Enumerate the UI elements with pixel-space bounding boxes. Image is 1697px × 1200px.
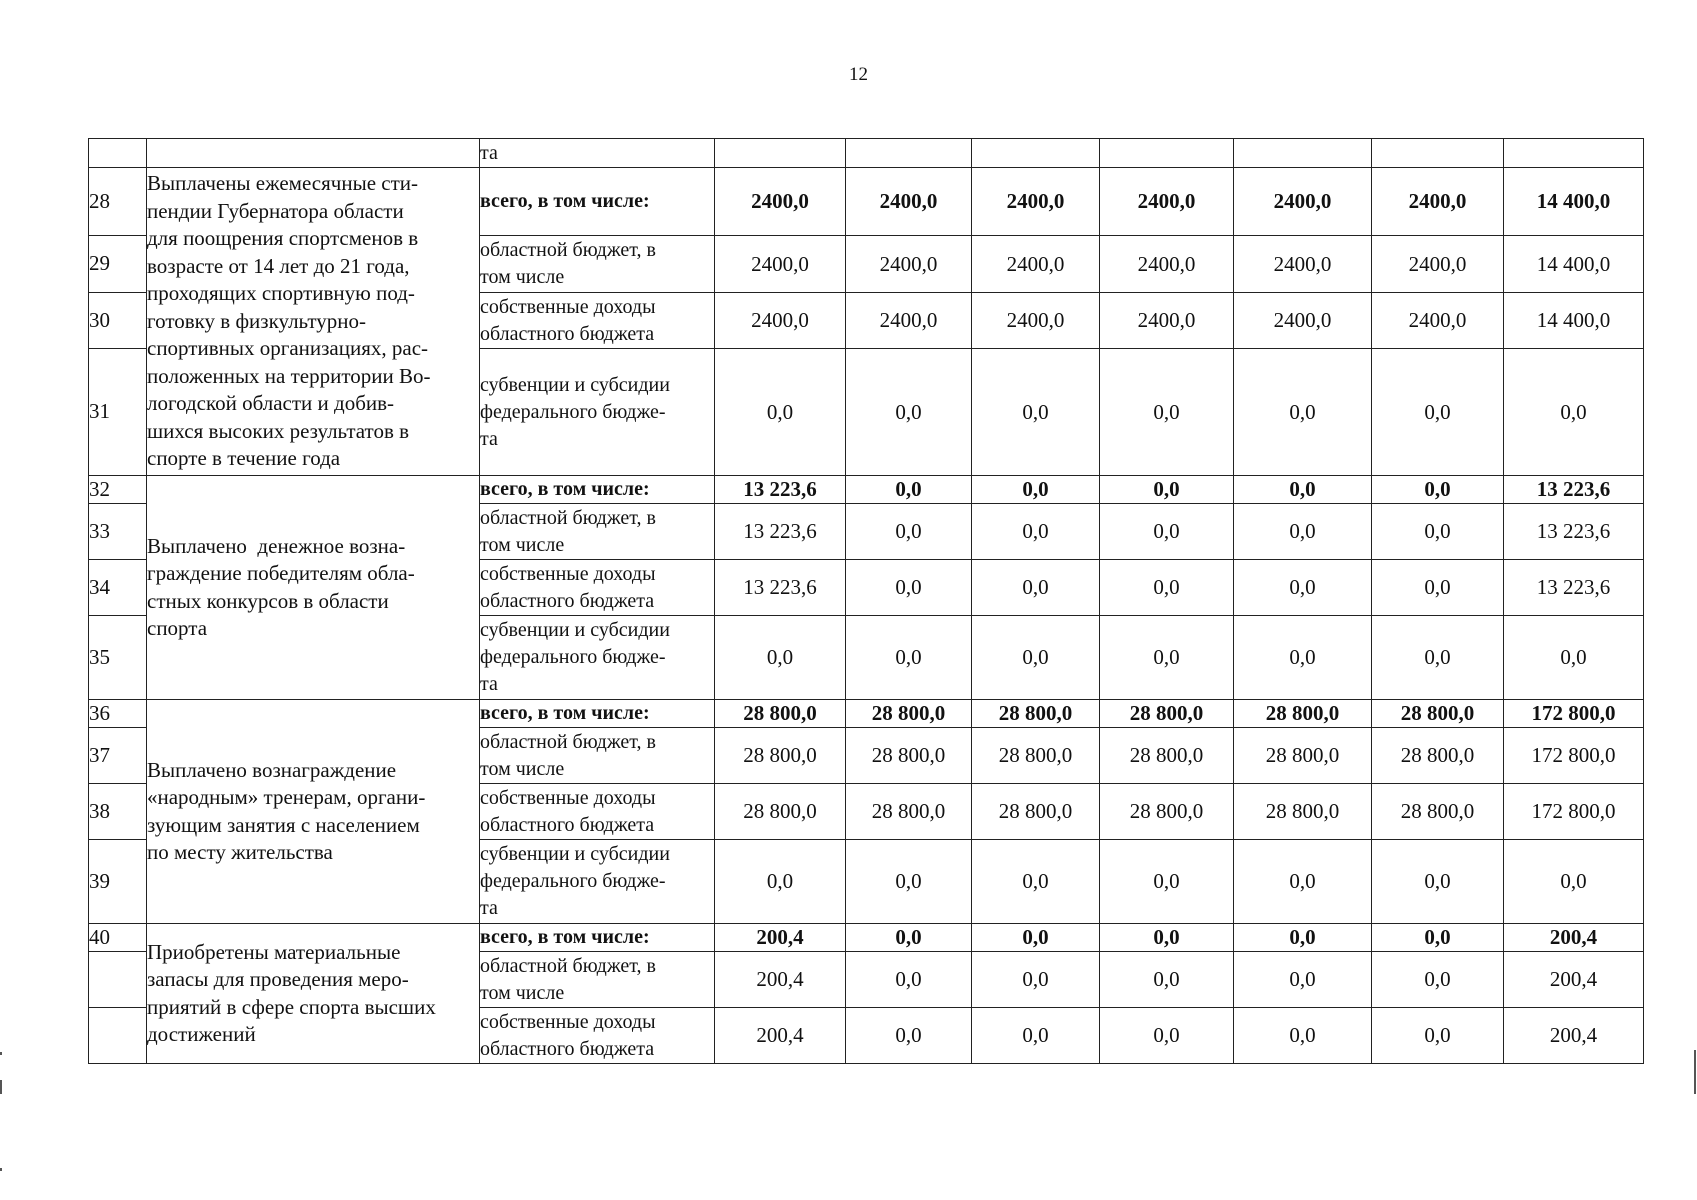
row-number: 37 <box>89 728 147 784</box>
row-number: 31 <box>89 349 147 476</box>
amount-cell: 0,0 <box>1234 616 1372 700</box>
measure-description <box>147 700 480 924</box>
amount-cell: 28 800,0 <box>1100 700 1234 728</box>
row-number <box>89 1008 147 1064</box>
margin-mark <box>0 1052 2 1055</box>
row-number: 29 <box>89 236 147 293</box>
funding-source-line: федерального бюдже- <box>480 646 666 668</box>
row-number: 32 <box>89 476 147 504</box>
amount-cell: 2400,0 <box>1372 168 1504 236</box>
amount-cell: 0,0 <box>1372 616 1504 700</box>
amount-cell: 2400,0 <box>972 293 1100 349</box>
amount-cell: 0,0 <box>846 476 972 504</box>
amount-cell: 13 223,6 <box>715 504 846 560</box>
amount-cell: 0,0 <box>972 952 1100 1008</box>
amount-cell: 0,0 <box>1504 349 1644 476</box>
funding-source-line: том числе <box>480 981 565 1004</box>
funding-source-line: областной бюджет, в <box>480 730 656 753</box>
amount-cell: 0,0 <box>1100 1008 1234 1064</box>
amount-cell: 0,0 <box>846 349 972 476</box>
amount-cell: 0,0 <box>1234 952 1372 1008</box>
amount-cell: 172 800,0 <box>1504 700 1644 728</box>
amount-cell: 2400,0 <box>715 293 846 349</box>
amount-cell: 0,0 <box>846 1008 972 1064</box>
amount-cell: 0,0 <box>1372 924 1504 952</box>
amount-cell: 28 800,0 <box>1100 728 1234 784</box>
margin-mark <box>1694 1050 1696 1094</box>
description-line: Выплачено вознаграждение <box>147 757 397 782</box>
amount-cell: 13 223,6 <box>1504 504 1644 560</box>
margin-mark <box>0 1080 2 1094</box>
amount-cell: 28 800,0 <box>972 700 1100 728</box>
amount-cell: 28 800,0 <box>1234 784 1372 840</box>
amount-cell: 0,0 <box>1234 1008 1372 1064</box>
funding-source-line: та <box>480 673 498 695</box>
funding-source-line: собственные доходы <box>480 295 656 318</box>
amount-cell: 2400,0 <box>846 293 972 349</box>
row-number <box>89 952 147 1008</box>
amount-cell: 0,0 <box>972 840 1100 924</box>
description-line: готовку в физкультурно- <box>147 308 366 333</box>
funding-source-line: собственные доходы <box>480 786 656 809</box>
funding-source-line: всего, в том числе: <box>480 478 650 500</box>
amount-cell: 200,4 <box>1504 924 1644 952</box>
amount-cell: 0,0 <box>972 504 1100 560</box>
funding-source-line: всего, в том числе: <box>480 926 650 948</box>
budget-table <box>88 138 1644 1064</box>
cell-num <box>89 139 147 168</box>
funding-source-line: областной бюджет, в <box>480 954 656 977</box>
measure-description <box>147 168 480 476</box>
funding-source-line: всего, в том числе: <box>480 190 650 212</box>
amount-cell: 28 800,0 <box>846 728 972 784</box>
amount-cell: 2400,0 <box>846 168 972 236</box>
funding-source-line: том числе <box>480 533 565 556</box>
funding-source <box>480 504 715 560</box>
amount-cell: 0,0 <box>1372 476 1504 504</box>
amount-cell: 28 800,0 <box>1372 728 1504 784</box>
funding-source-line: субвенции и субсидии <box>480 619 670 641</box>
measure-description <box>147 924 480 1064</box>
amount-cell: 0,0 <box>1372 1008 1504 1064</box>
description-line: Выплачены ежемесячные сти- <box>147 171 418 196</box>
row-number: 39 <box>89 840 147 924</box>
amount-cell: 0,0 <box>1234 840 1372 924</box>
amount-cell: 0,0 <box>1234 504 1372 560</box>
description-line: положенных на территории Во- <box>147 363 431 388</box>
amount-cell: 0,0 <box>1234 476 1372 504</box>
amount-cell: 0,0 <box>1100 476 1234 504</box>
amount-cell: 0,0 <box>1100 924 1234 952</box>
amount-cell: 172 800,0 <box>1504 784 1644 840</box>
cell-continuation: та <box>480 139 715 168</box>
amount-cell: 0,0 <box>846 924 972 952</box>
amount-cell: 0,0 <box>972 1008 1100 1064</box>
amount-cell: 28 800,0 <box>1372 700 1504 728</box>
amount-cell: 28 800,0 <box>715 784 846 840</box>
amount-cell: 200,4 <box>715 1008 846 1064</box>
amount-cell: 2400,0 <box>846 236 972 293</box>
funding-source-line: областного бюджета <box>480 322 655 345</box>
funding-source <box>480 560 715 616</box>
amount-cell: 0,0 <box>1100 952 1234 1008</box>
amount-cell: 2400,0 <box>715 236 846 293</box>
description-line: Приобретены материальные <box>147 939 401 964</box>
funding-source-line: том числе <box>480 266 565 288</box>
amount-cell: 0,0 <box>972 924 1100 952</box>
amount-cell: 0,0 <box>1372 840 1504 924</box>
amount-cell: 0,0 <box>846 840 972 924</box>
description-line: спорта <box>147 616 208 640</box>
amount-cell: 2400,0 <box>1372 293 1504 349</box>
funding-source-line: субвенции и субсидии <box>480 843 670 865</box>
measure-description <box>147 476 480 700</box>
description-line: достижений <box>147 1022 256 1046</box>
amount-cell: 0,0 <box>715 349 846 476</box>
amount-cell: 0,0 <box>1372 504 1504 560</box>
table-row <box>89 700 1644 728</box>
funding-source <box>480 1008 715 1064</box>
amount-cell: 28 800,0 <box>846 784 972 840</box>
amount-cell: 28 800,0 <box>1100 784 1234 840</box>
funding-source-line: федерального бюдже- <box>480 400 666 423</box>
description-line: запасы для проведения меро- <box>147 967 409 991</box>
funding-source <box>480 784 715 840</box>
amount-cell: 0,0 <box>1100 560 1234 616</box>
amount-cell: 200,4 <box>715 952 846 1008</box>
amount-cell: 0,0 <box>972 476 1100 504</box>
row-number: 30 <box>89 293 147 349</box>
amount-cell: 2400,0 <box>1100 293 1234 349</box>
description-line: стных конкурсов в области <box>147 588 389 613</box>
amount-cell: 0,0 <box>846 616 972 700</box>
amount-cell: 2400,0 <box>1234 293 1372 349</box>
amount-cell: 14 400,0 <box>1504 236 1644 293</box>
funding-source <box>480 168 715 236</box>
amount-cell: 0,0 <box>1504 840 1644 924</box>
amount-cell: 0,0 <box>1372 952 1504 1008</box>
amount-cell: 0,0 <box>1100 616 1234 700</box>
row-number: 38 <box>89 784 147 840</box>
row-number: 36 <box>89 700 147 728</box>
funding-source-line: та <box>480 897 498 919</box>
amount-cell: 0,0 <box>972 349 1100 476</box>
amount-cell: 0,0 <box>972 616 1100 700</box>
funding-source <box>480 728 715 784</box>
funding-source <box>480 236 715 293</box>
amount-cell: 200,4 <box>715 924 846 952</box>
amount-cell: 13 223,6 <box>715 476 846 504</box>
amount-cell: 13 223,6 <box>1504 560 1644 616</box>
amount-cell: 28 800,0 <box>715 728 846 784</box>
amount-cell: 28 800,0 <box>972 728 1100 784</box>
amount-cell: 2400,0 <box>972 168 1100 236</box>
margin-mark <box>0 1168 2 1171</box>
funding-source <box>480 840 715 924</box>
funding-source <box>480 924 715 952</box>
funding-source <box>480 476 715 504</box>
description-line: возрасте от 14 лет до 21 года, <box>147 253 410 278</box>
page-number: 12 <box>849 64 868 85</box>
funding-source-line: та <box>480 427 498 450</box>
amount-cell: 2400,0 <box>1234 236 1372 293</box>
row-number: 33 <box>89 504 147 560</box>
funding-source <box>480 700 715 728</box>
amount-cell: 13 223,6 <box>715 560 846 616</box>
amount-cell: 0,0 <box>1372 349 1504 476</box>
description-line: по месту жительства <box>147 840 333 864</box>
amount-cell: 14 400,0 <box>1504 293 1644 349</box>
amount-cell: 28 800,0 <box>1234 700 1372 728</box>
description-line: спорте в течение года <box>147 446 341 471</box>
amount-cell: 28 800,0 <box>1372 784 1504 840</box>
funding-source-line: собственные доходы <box>480 1010 656 1033</box>
amount-cell: 28 800,0 <box>846 700 972 728</box>
description-line: проходящих спортивную под- <box>147 281 415 306</box>
row-number: 34 <box>89 560 147 616</box>
description-line: спортивных организациях, рас- <box>147 336 429 361</box>
row-number: 35 <box>89 616 147 700</box>
row-number: 40 <box>89 924 147 952</box>
description-line: шихся высоких результатов в <box>147 418 410 443</box>
amount-cell: 0,0 <box>1100 840 1234 924</box>
amount-cell: 0,0 <box>1372 560 1504 616</box>
amount-cell: 0,0 <box>846 504 972 560</box>
funding-source-line: областного бюджета <box>480 589 655 612</box>
description-line: зующим занятия с населением <box>147 812 420 837</box>
funding-source-line: областного бюджета <box>480 1037 655 1060</box>
table-row <box>89 924 1644 952</box>
description-line: логодской области и добив- <box>147 391 395 416</box>
description-line: «народным» тренерам, органи- <box>147 785 426 809</box>
description-line: приятий в сфере спорта высших <box>147 994 436 1019</box>
amount-cell: 0,0 <box>1234 349 1372 476</box>
description-line: пендии Губернатора области <box>147 198 404 223</box>
amount-cell: 0,0 <box>846 560 972 616</box>
description-line: для поощрения спортсменов в <box>147 226 419 251</box>
funding-source <box>480 349 715 476</box>
amount-cell: 0,0 <box>1234 924 1372 952</box>
amount-cell: 2400,0 <box>1100 168 1234 236</box>
amount-cell: 0,0 <box>1234 560 1372 616</box>
description-line: граждение победителям обла- <box>147 561 415 585</box>
cell-description <box>147 139 480 168</box>
funding-source-line: областной бюджет, в <box>480 239 656 261</box>
row-number: 28 <box>89 168 147 236</box>
table-row <box>89 168 1644 236</box>
amount-cell: 2400,0 <box>1372 236 1504 293</box>
funding-source-line: областного бюджета <box>480 813 655 836</box>
funding-source-line: областной бюджет, в <box>480 506 656 529</box>
amount-cell: 0,0 <box>972 560 1100 616</box>
funding-source-line: субвенции и субсидии <box>480 373 670 396</box>
amount-cell: 172 800,0 <box>1504 728 1644 784</box>
amount-cell: 28 800,0 <box>1234 728 1372 784</box>
amount-cell: 2400,0 <box>972 236 1100 293</box>
funding-source-line: собственные доходы <box>480 562 656 585</box>
funding-source <box>480 616 715 700</box>
amount-cell: 13 223,6 <box>1504 476 1644 504</box>
amount-cell: 28 800,0 <box>715 700 846 728</box>
amount-cell: 14 400,0 <box>1504 168 1644 236</box>
amount-cell: 0,0 <box>715 616 846 700</box>
amount-cell: 0,0 <box>715 840 846 924</box>
amount-cell: 0,0 <box>1100 349 1234 476</box>
amount-cell: 0,0 <box>846 952 972 1008</box>
table-row <box>89 476 1644 504</box>
funding-source-line: всего, в том числе: <box>480 702 650 724</box>
funding-source <box>480 952 715 1008</box>
continuation-row <box>89 139 1644 168</box>
amount-cell: 2400,0 <box>1100 236 1234 293</box>
funding-source <box>480 293 715 349</box>
amount-cell: 200,4 <box>1504 952 1644 1008</box>
description-line: Выплачено денежное возна- <box>147 533 406 558</box>
amount-cell: 28 800,0 <box>972 784 1100 840</box>
amount-cell: 2400,0 <box>1234 168 1372 236</box>
funding-source-line: том числе <box>480 757 565 780</box>
amount-cell: 0,0 <box>1100 504 1234 560</box>
amount-cell: 2400,0 <box>715 168 846 236</box>
amount-cell: 200,4 <box>1504 1008 1644 1064</box>
funding-source-line: федерального бюдже- <box>480 870 666 892</box>
amount-cell: 0,0 <box>1504 616 1644 700</box>
